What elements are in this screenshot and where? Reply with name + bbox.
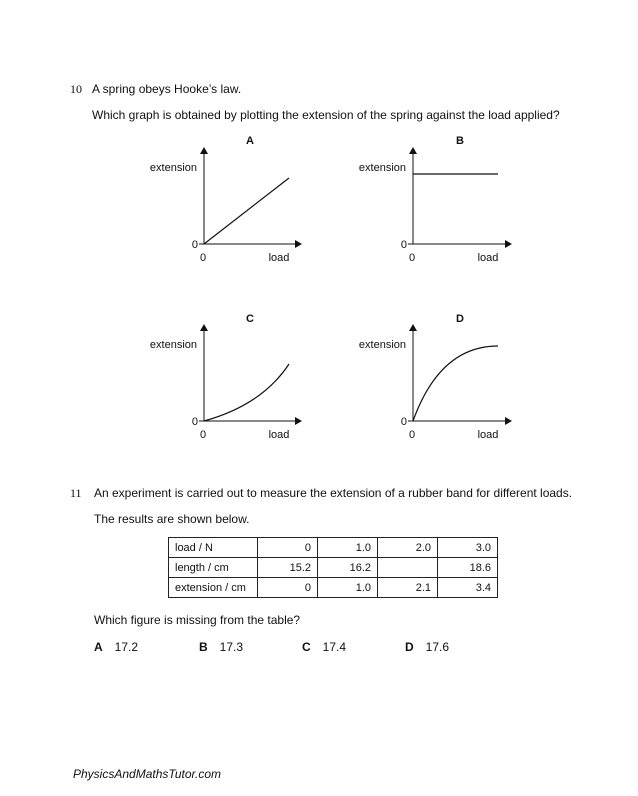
option-a-value: 17.2 (114, 640, 139, 654)
row-header-extension: extension / cm (169, 578, 258, 598)
question-10-statement: A spring obeys Hooke’s law. (92, 82, 242, 96)
option-b[interactable] (199, 640, 243, 654)
option-c[interactable] (302, 640, 346, 654)
question-11-statement: An experiment is carried out to measure the extension of a rubber band for different loads. (94, 486, 573, 500)
table-cell: 16.2 (318, 558, 378, 578)
results-table (168, 537, 498, 598)
option-a-letter: A (94, 640, 103, 654)
table-cell: 0 (258, 538, 318, 558)
question-10-prompt: Which graph is obtained by plotting the extension of the spring against the load applied? (92, 108, 560, 122)
question-10-number: 10 (70, 82, 82, 96)
option-b-letter: B (199, 640, 208, 654)
graph-a-origin-x: 0 (199, 252, 207, 264)
question-11-number: 11 (70, 486, 82, 500)
table-row (169, 538, 498, 558)
row-header-load: load / N (169, 538, 258, 558)
option-d-value: 17.6 (425, 640, 450, 654)
graph-c-origin-y: 0 (191, 416, 198, 428)
option-c-value: 17.4 (322, 640, 347, 654)
graph-b-y-label: extension (358, 162, 406, 174)
table-cell: 3.0 (438, 538, 498, 558)
graph-a (150, 135, 301, 264)
graph-d-origin-x: 0 (408, 429, 416, 441)
option-d[interactable] (405, 640, 449, 654)
graph-d-curve (413, 346, 498, 421)
row-header-length: length / cm (169, 558, 258, 578)
graph-c-origin-x: 0 (199, 429, 207, 441)
option-a[interactable] (94, 640, 138, 654)
table-cell: 18.6 (438, 558, 498, 578)
graph-a-letter: A (246, 135, 254, 147)
graph-a-line (204, 178, 289, 244)
graph-a-origin-y: 0 (191, 239, 198, 251)
graph-d-y-label: extension (358, 339, 406, 351)
graph-d (359, 313, 511, 441)
table-row (169, 558, 498, 578)
missing-cell (378, 558, 438, 578)
footer-watermark: PhysicsAndMathsTutor.com (73, 767, 222, 781)
graph-c-curve (204, 364, 289, 421)
graph-b-origin-y: 0 (400, 239, 407, 251)
table-cell: 2.1 (378, 578, 438, 598)
graph-d-origin-y: 0 (400, 416, 407, 428)
table-cell: 1.0 (318, 538, 378, 558)
graph-c-letter: C (246, 313, 254, 325)
table-cell: 2.0 (378, 538, 438, 558)
graph-a-y-label: extension (149, 162, 197, 174)
graph-c (150, 313, 301, 441)
option-d-letter: D (405, 640, 414, 654)
table-cell: 0 (258, 578, 318, 598)
graph-b-origin-x: 0 (408, 252, 416, 264)
table-cell: 1.0 (318, 578, 378, 598)
graph-b-x-label: load (477, 252, 499, 264)
graph-b-letter: B (456, 135, 464, 147)
option-b-value: 17.3 (219, 640, 244, 654)
table-row (169, 578, 498, 598)
graph-c-y-label: extension (149, 339, 197, 351)
table-cell: 3.4 (438, 578, 498, 598)
table-cell: 15.2 (258, 558, 318, 578)
graph-d-x-label: load (477, 429, 499, 441)
option-c-letter: C (302, 640, 311, 654)
question-11-results-intro: The results are shown below. (94, 512, 250, 526)
graph-c-x-label: load (268, 429, 290, 441)
graph-b (359, 135, 511, 264)
graph-d-letter: D (456, 313, 464, 325)
question-11-prompt: Which figure is missing from the table? (94, 613, 301, 627)
graph-a-x-label: load (268, 252, 290, 264)
